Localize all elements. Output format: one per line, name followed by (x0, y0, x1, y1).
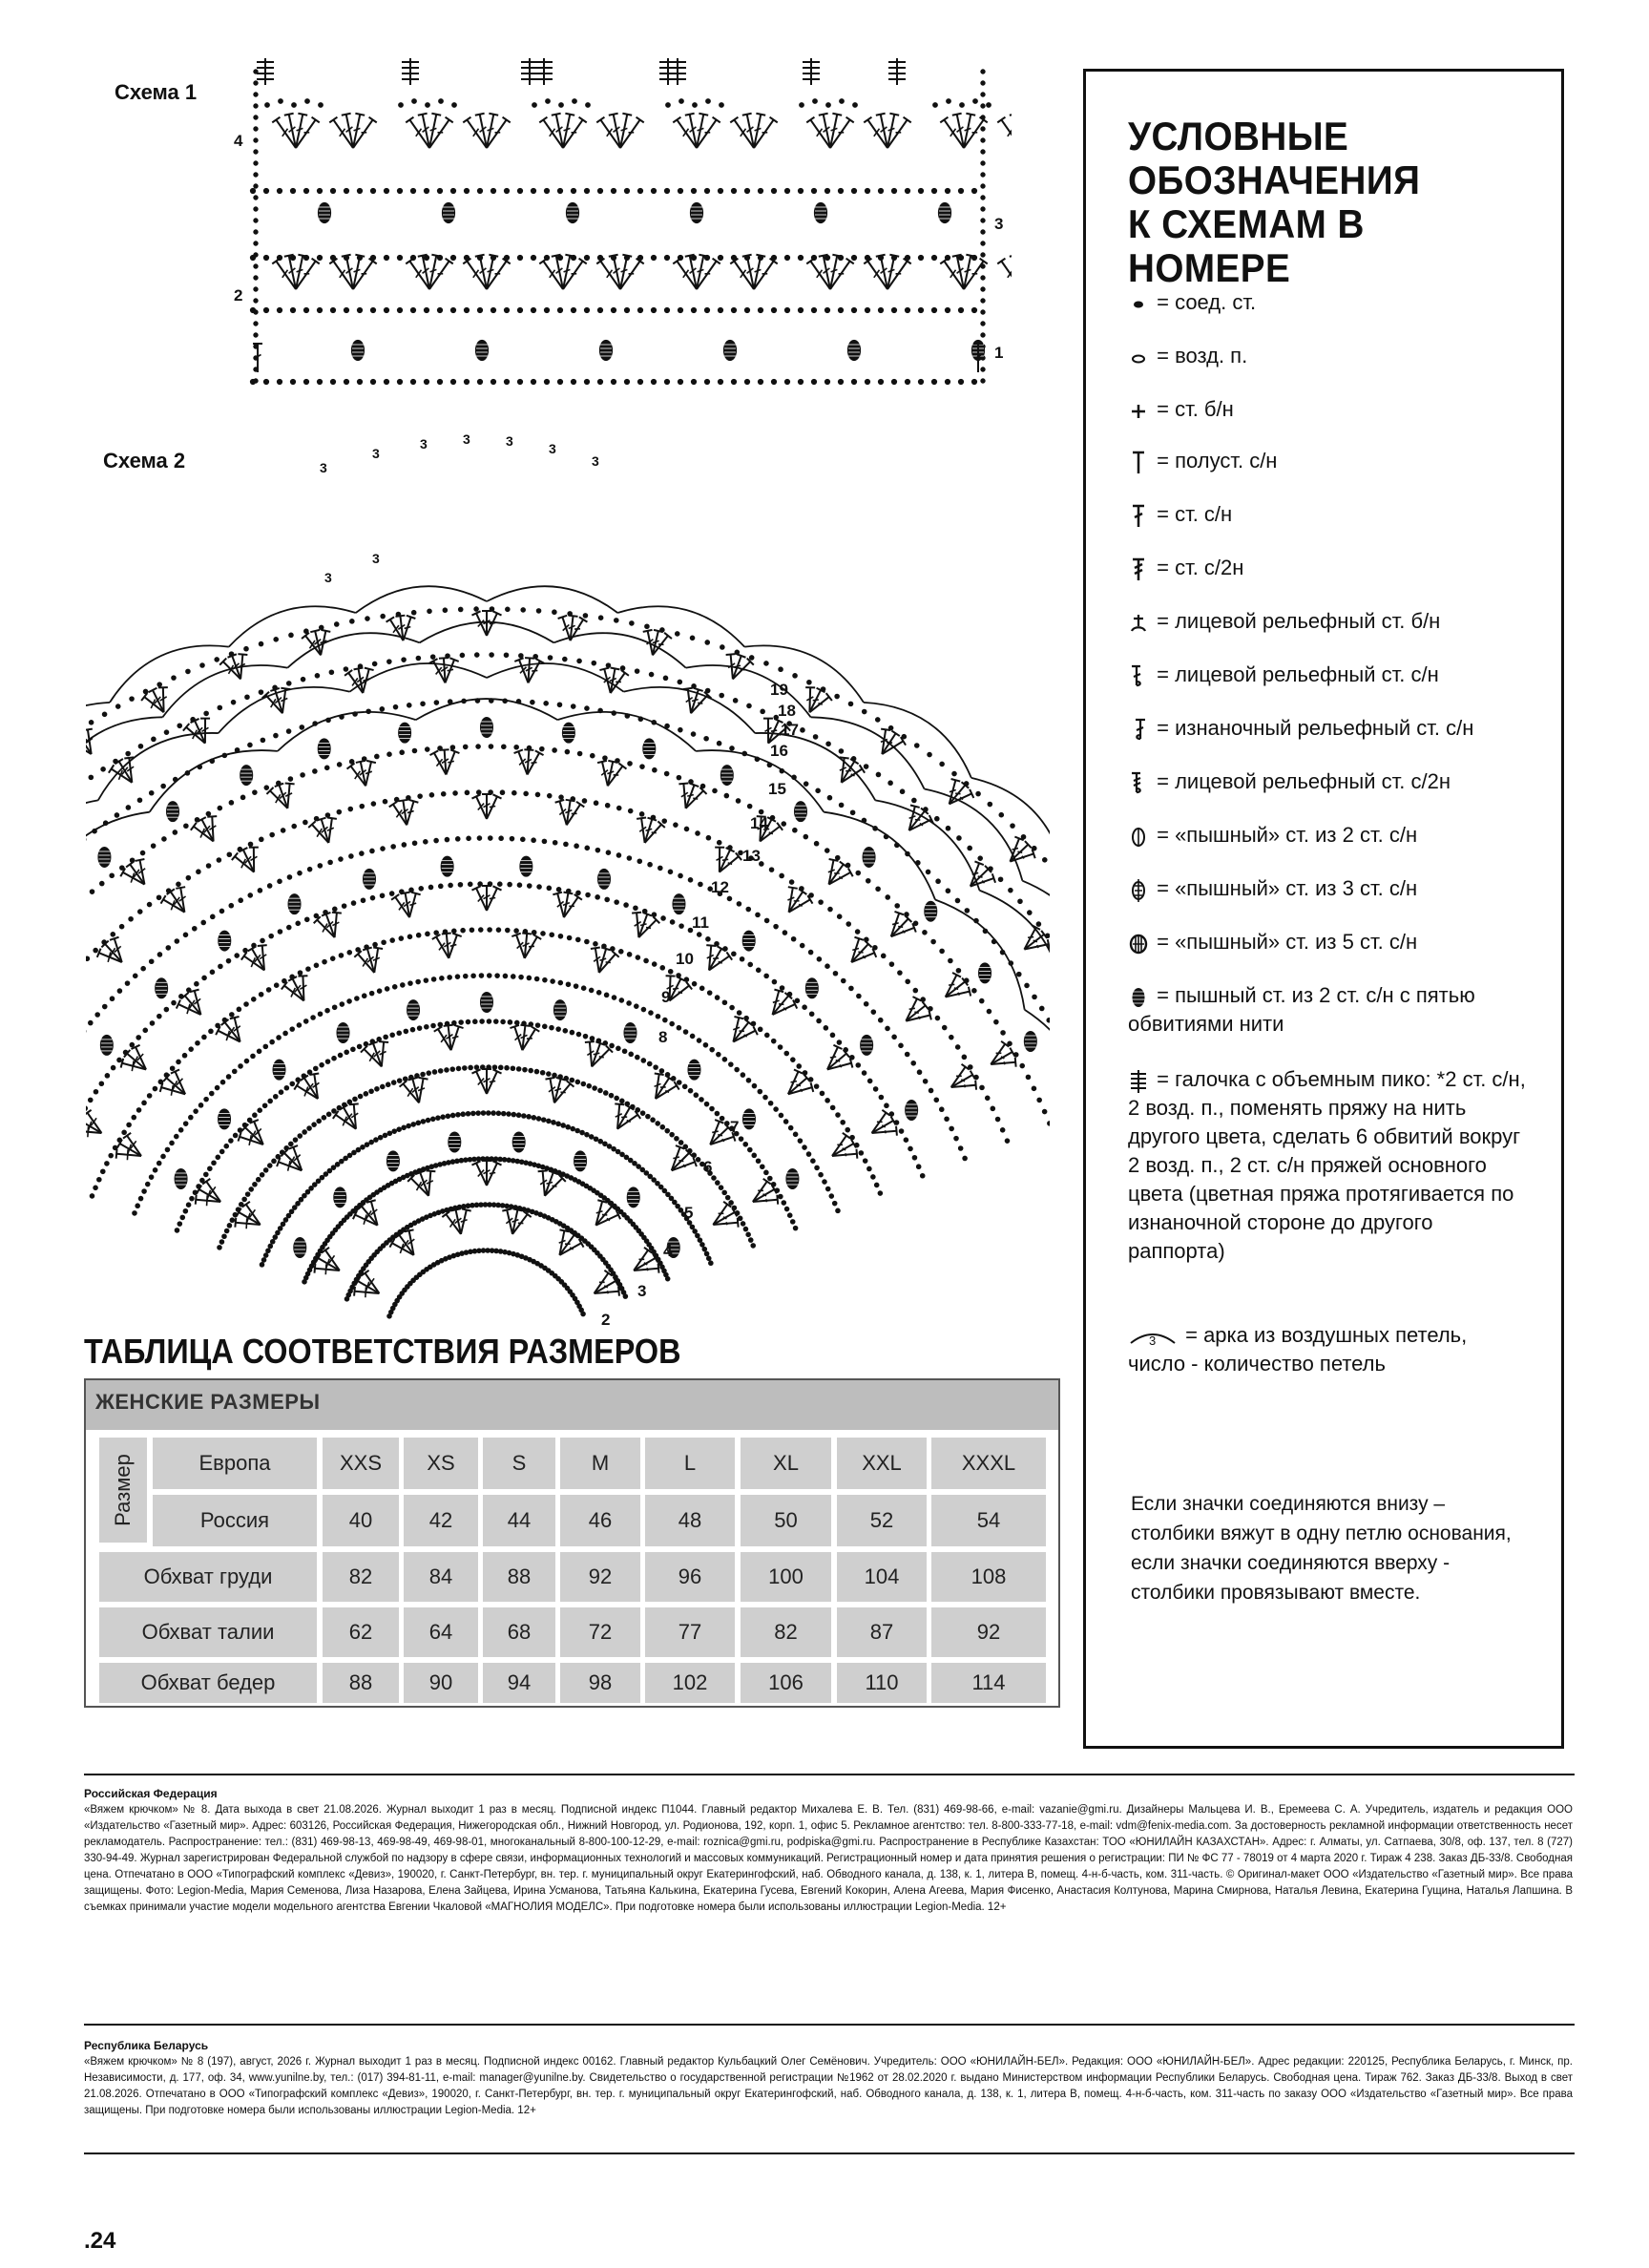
scheme-2-row-5: 5 (684, 1204, 694, 1222)
size-table-cell: 54 (931, 1495, 1046, 1546)
dot-icon (1128, 291, 1149, 316)
scheme-2-label: Схема 2 (103, 449, 186, 472)
scheme-2-row-11: 11 (692, 914, 709, 932)
size-table-cell: 100 (741, 1552, 831, 1602)
dc-icon (1128, 503, 1149, 528)
size-table-cell: 94 (483, 1663, 555, 1703)
legend-item-double: = ст. с/н (1128, 500, 1538, 529)
size-table-cell: 77 (645, 1607, 735, 1657)
scheme-2-row-7: 7 (730, 1118, 740, 1136)
scheme-2-row-9: 9 (661, 988, 671, 1006)
puff-5-icon (1128, 931, 1149, 956)
legend-item-bp-dc: = изнаночный рельефный ст. с/н (1128, 714, 1538, 743)
legend-item-arch: 3 = арка из воздушных петель, число - количество петель (1128, 1323, 1468, 1376)
size-table-cell: 104 (837, 1552, 927, 1602)
arch-count-label: 3 (372, 551, 380, 566)
arch-count-label: 3 (463, 431, 470, 447)
puff-filled-icon (1128, 984, 1149, 1009)
arch-icon-number: 3 (1149, 1334, 1157, 1349)
scheme-1-row-1: 1 (994, 344, 1004, 362)
size-table-cell: 82 (741, 1607, 831, 1657)
imprint-russia-text: «Вяжем крючком» № 8. Дата выхода в свет 21.08.2026. Журнал выходит 1 раз в месяц. Подписной индекс П1044. Главный редактор Михалева Е. В. Тел. (831) 469-98-66, e-mail: vazanie@gmi.ru. Дизайнеры Мальцева И. В., Еремеева С. А. Учредитель, издатель и редакция ООО «Издательство «Газетный мир». Адрес: 603126, Российская Федерация, Нижегородская обл., Нижний Новгород, ул. Родионова, 192, корп. 1, офис 5. Рекламное агентство: тел. 8-800-333-77-18, e-mail: vdm@fenix-media.com. За достоверность рекламной информации ответственность несет рекламодатель. Распространение: тел.: (831) 469-98-13, 469-98-49, 469-98-01, многоканальный 8-800-100-12-29, e-mail: roznica@gmi.ru, podpiska@gmi.ru. Распространение в Республике Казахстан: ТОО «ЮНИЛАЙН КАЗАХСТАН». Адрес: г. Алматы, ул. Сатпаева, 30/8, оф. 137, тел. 8 (727) 330-94-49. Журнал зарегистрирован Федеральной службой по надзору в сфере связи, информационных технологий и массовых коммуникаций. Регистрационный номер и дата принятия решения о регистрации: ПИ № ФС 77 - 78019 от 4 марта 2020 г. Тираж 4 238. Заказ ДБ-33/8. Свободная цена. Отпечатано в ООО «Типографский комплекс «Девиз», 190020, г. Санкт-Петербург, вн. тер. г. муниципальный округ Екатерингофский, наб. Обводного канала, д. 138, к. 1, литера В, помещ. 4-н-б-часть, ком. 311-часть. © Оригинал-макет ООО «Издательство «Газетный мир». Все права защищены. Фото: Legion-Media, Мария Семенова, Лиза Назарова, Елена Зайцева, Ирина Усманова, Татьяна Калькина, Екатерина Гусева, Евгений Кокорин, Алена Агеева, Мария Фисенко, Анастасия Колтунова, Марина Смирнова, Наталья Левина, Екатерина Гущина, Наталья Лапшина. В съемках принимали участие модели модельного агентства Евгении Чкаловой «МАГНОЛИЯ МОДЕЛС». При подготовке номера были использованы иллюстрации Legion-Media. 12+ (84, 1804, 1573, 1913)
scheme-2-row-12: 12 (711, 878, 729, 896)
size-table-header-band (86, 1380, 1058, 1430)
tr-icon (1128, 556, 1149, 581)
legend-item-fp-tr: = лицевой рельефный ст. с/2н (1128, 767, 1538, 796)
size-table-cell: 44 (483, 1495, 555, 1546)
size-table-cell: 96 (645, 1552, 735, 1602)
size-table-cell: 88 (323, 1663, 399, 1703)
scheme-2-row-15: 15 (768, 780, 786, 798)
scheme-1-row-3: 3 (994, 215, 1004, 233)
scheme-2-row-16: 16 (770, 742, 788, 760)
half-dc-icon (1128, 450, 1149, 474)
scheme-2-row-3: 3 (637, 1282, 647, 1300)
size-table-cell: M (560, 1438, 640, 1489)
size-table-title: ТАБЛИЦА СООТВЕТСТВИЯ РАЗМЕРОВ (84, 1332, 681, 1371)
arch-count-label: 3 (372, 446, 380, 461)
size-table (84, 1378, 1060, 1708)
scheme-1-row-4: 4 (234, 132, 243, 150)
legend-item-single-crochet: = ст. б/н (1128, 395, 1538, 424)
scheme-1-label: Схема 1 (115, 80, 198, 104)
scheme-2-row-19: 19 (770, 681, 788, 699)
legend-item-treble: = ст. с/2н (1128, 554, 1538, 582)
size-table-cell: 68 (483, 1607, 555, 1657)
front-post-dc-icon (1128, 663, 1149, 688)
size-table-band-label: ЖЕНСКИЕ РАЗМЕРЫ (95, 1390, 321, 1414)
size-table-cell: XXL (837, 1438, 927, 1489)
size-table-row-label: Россия (153, 1495, 317, 1546)
scheme-1-row-2: 2 (234, 286, 243, 304)
size-table-cell: 90 (404, 1663, 478, 1703)
size-table-cell: 98 (560, 1663, 640, 1703)
size-table-cell: 48 (645, 1495, 735, 1546)
front-post-tr-icon (1128, 770, 1149, 795)
legend-title-line-2: ОБОЗНАЧЕНИЯ (1128, 158, 1421, 202)
scheme-2-row-14: 14 (750, 814, 768, 832)
legend-item-puff-5: = «пышный» ст. из 5 ст. с/н (1128, 928, 1538, 956)
legend-item-fp-sc: = лицевой рельефный ст. б/н (1128, 607, 1538, 636)
size-table-cell: 52 (837, 1495, 927, 1546)
size-table-cell: 40 (323, 1495, 399, 1546)
plus-icon (1128, 398, 1149, 423)
legend-item-half-double: = полуст. с/н (1128, 447, 1538, 475)
legend-note: Если значки соединяются внизу – столбики вяжут в одну петлю основания, если значки соединяются вверху - столбики провязывают вместе. (1131, 1493, 1512, 1604)
legend-title-line-1: УСЛОВНЫЕ (1128, 114, 1349, 158)
front-post-sc-icon (1128, 610, 1149, 635)
page-number: .24 (84, 2228, 116, 2254)
imprint-belarus-heading: Республика Беларусь (84, 2039, 209, 2052)
picot-stitch-icon (1128, 1068, 1149, 1093)
size-table-row-label: Обхват талии (99, 1607, 317, 1657)
legend-item-puff-3: = «пышный» ст. из 3 ст. с/н (1128, 874, 1538, 903)
size-table-cell: XL (741, 1438, 831, 1489)
size-table-cell: 92 (931, 1607, 1046, 1657)
legend-item-chain: = возд. п. (1128, 342, 1538, 370)
size-table-row-label: Европа (153, 1438, 317, 1489)
scheme-1-diagram (229, 52, 1012, 396)
imprint-belarus-text: «Вяжем крючком» № 8 (197), август, 2026 г. Журнал выходит 1 раз в месяц. Подписной индекс 00162. Главный редактор Кульбацкий Олег Семёнович. Учредитель: ООО «ЮНИЛАЙН-БЕЛ». Редакция: ООО «ЮНИЛАЙН-БЕЛ». Адрес редакции: 220125, Республика Беларусь, г. Минск, пр. Независимости, д. 177, оф. 34, www.yunilne.by, тел.: (017) 394-81-11, e-mail: manager@yunilne.by. Свидетельство о государственной регистрации №1962 от 28.02.2020 г. выдано Министерством информации Республики Беларусь. Свободная цена. Тираж 762. Заказ ДБ-33/8. Выход в свет 21.08.2026. Отпечатано в ООО «Типографский комплекс «Девиз», 190020, г. Санкт-Петербург, вн. тер. г. муниципальный округ Екатерингофский, наб. Обводного канала, д. 138, к. 1, литера В, помещ. 4-н-б-часть, ком. 311-часть по заказу ООО «Издательство «Газетный мир». Все права защищены. При подготовке номера были использованы иллюстрации Legion-Media. 12+ (84, 2056, 1573, 2116)
scheme-2-row-8: 8 (658, 1028, 668, 1046)
arch-count-label: 3 (592, 453, 599, 469)
size-table-cell: XXXL (931, 1438, 1046, 1489)
imprint-divider-bottom (84, 2152, 1575, 2154)
puff-3-icon (1128, 877, 1149, 902)
size-table-cell: 62 (323, 1607, 399, 1657)
arch-count-label: 3 (549, 441, 556, 456)
size-table-cell: 82 (323, 1552, 399, 1602)
size-table-cell: 84 (404, 1552, 478, 1602)
size-table-cell: 92 (560, 1552, 640, 1602)
arch-count-label: 3 (320, 460, 327, 475)
scheme-2-row-18: 18 (778, 702, 796, 720)
imprint-divider-middle (84, 2024, 1575, 2026)
size-table-cell: L (645, 1438, 735, 1489)
size-table-cell: XXS (323, 1438, 399, 1489)
size-table-cell: 110 (837, 1663, 927, 1703)
size-table-cell: S (483, 1438, 555, 1489)
size-table-cell: 114 (931, 1663, 1046, 1703)
size-table-row-label: Обхват бедер (99, 1663, 317, 1703)
size-table-cell: 42 (404, 1495, 478, 1546)
legend-item-picot: = галочка с объемным пико: *2 ст. с/н, 2 возд. п., поменять пряжу на нить другого цвета, сделать 6 обвитий вокруг 2 возд. п., 2 ст. с/н пряжей основного цвета (цветная пряжа протягивается по изнаночной стороне до другого раппорта) (1128, 1067, 1526, 1263)
size-table-cell: 46 (560, 1495, 640, 1546)
scheme-2-row-2: 2 (601, 1311, 611, 1327)
imprint-divider-top (84, 1774, 1575, 1775)
size-table-cell: 64 (404, 1607, 478, 1657)
size-table-cell: 108 (931, 1552, 1046, 1602)
legend-item-puff-2: = «пышный» ст. из 2 ст. с/н (1128, 821, 1538, 850)
legend-item-slip-stitch: = соед. ст. (1128, 288, 1538, 317)
scheme-2-diagram (86, 420, 1050, 1327)
scheme-2-row-10: 10 (676, 950, 694, 968)
size-vertical-label: Размер (99, 1438, 147, 1543)
arch-count-label: 3 (506, 433, 513, 449)
size-table-cell: 50 (741, 1495, 831, 1546)
scheme-2-row-17: 17 (781, 721, 799, 739)
scheme-2-row-13: 13 (742, 847, 761, 865)
puff-2-icon (1128, 824, 1149, 849)
arch-count-label: 3 (324, 570, 332, 585)
imprint-russia-heading: Российская Федерация (84, 1787, 218, 1800)
size-table-cell: XS (404, 1438, 478, 1489)
arch-count-label: 3 (420, 436, 428, 452)
scheme-2-row-4: 4 (663, 1242, 673, 1260)
legend-item-fp-dc: = лицевой рельефный ст. с/н (1128, 661, 1538, 689)
back-post-dc-icon (1128, 717, 1149, 742)
arch-icon (1128, 1324, 1178, 1349)
size-table-row-label: Обхват груди (99, 1552, 317, 1602)
legend-title (1128, 115, 1514, 290)
size-table-cell: 102 (645, 1663, 735, 1703)
size-table-cell: 87 (837, 1607, 927, 1657)
size-table-cell: 106 (741, 1663, 831, 1703)
scheme-2-row-6: 6 (703, 1158, 713, 1176)
size-table-cell: 72 (560, 1607, 640, 1657)
size-table-cell: 88 (483, 1552, 555, 1602)
legend-title-line-3: К СХЕМАМ В НОМЕРЕ (1128, 201, 1365, 290)
oval-icon (1128, 345, 1149, 369)
legend-item-puff-filled: = пышный ст. из 2 ст. с/н с пятью обвитиями нити (1128, 983, 1475, 1036)
